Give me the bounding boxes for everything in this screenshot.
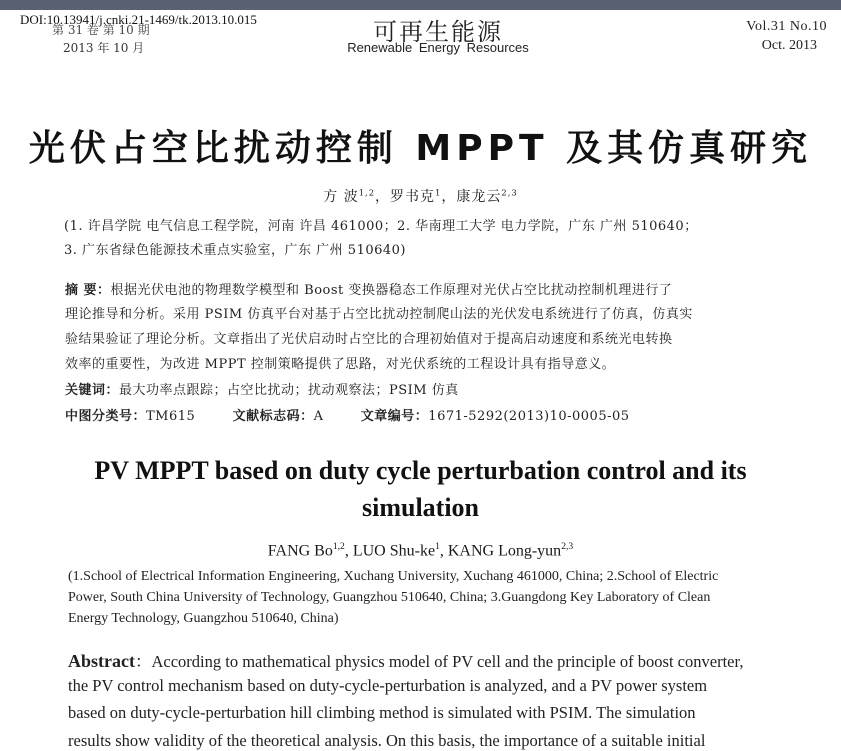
clc-value: TM615 (146, 409, 196, 424)
abstract-cn-line: 理论推导和分析。采用 PSIM 仿真平台对基于占空比扰动控制爬山法的光伏发电系统进行了仿真，仿真实 (65, 307, 693, 322)
authors-cn (0, 186, 841, 206)
author-name: FANG Bo (267, 542, 333, 560)
paper-title-en: PV MPPT based on duty cycle perturbation control and its simulation (94, 456, 747, 522)
affiliation-cn-line: 3. 广东省绿色能源技术重点实验室，广东 广州 510640) (64, 243, 406, 258)
abstract-en-label: Abstract (68, 651, 135, 671)
keywords-cn (65, 379, 815, 398)
abstract-cn-label: 摘 要： (65, 283, 111, 298)
date-en: Oct. 2013 (761, 38, 817, 53)
volume-en: Vol.31 No.10 (746, 19, 827, 34)
paper-title-cn: 光伏占空比扰动控制 MPPT 及其仿真研究 (28, 128, 813, 169)
author-affiliation-mark: 1,2 (332, 541, 345, 552)
abstract-cn-line: 效率的重要性，为改进 MPPT 控制策略提供了思路，对光伏系统的工程设计具有指导意义。 (65, 357, 616, 372)
author-name: 方 波 (323, 189, 359, 205)
classification-line (65, 405, 815, 424)
affiliation-cn-line: (1. 许昌学院 电气信息工程学院，河南 许昌 461000；2. 华南理工大学 电力学院，广东 广州 510640； (64, 219, 698, 234)
affiliation-en-line: Energy Technology, Guangzhou 510640, China) (68, 611, 339, 626)
author-affiliation-mark: 1,2 (358, 187, 376, 198)
author-affiliation-mark: 1 (435, 541, 440, 552)
abstract-en-line: based on duty-cycle-perturbation hill climbing method is simulated with PSIM. The simulation (68, 703, 696, 722)
affiliation-en-line: (1.School of Electrical Information Engineering, Xuchang University, Xuchang 461000, China; 2.School of Electric (68, 569, 719, 584)
doi-text: DOI:10.13941/j.cnki.21-1469/tk.2013.10.015 (20, 12, 257, 27)
affiliation-en-line: Power, South China University of Technology, Guangzhou 510640, China; 3.Guangdong Key Laboratory of Clean (68, 590, 711, 605)
author-name: ，康龙云 (441, 189, 502, 205)
author-affiliation-mark: 2,3 (561, 541, 574, 552)
clc-label: 中图分类号： (65, 409, 147, 424)
abstract-en-text: According to mathematical physics model of PV cell and the principle of boost converter, (151, 652, 744, 671)
keywords-text: 最大功率点跟踪；占空比扰动；扰动观察法；PSIM 仿真 (119, 383, 459, 398)
doc-code-label: 文献标志码： (232, 409, 314, 424)
journal-name-en: Renewable Energy Resources (347, 40, 529, 55)
author-name: , KANG Long-yun (439, 542, 562, 560)
abstract-en-line: results show validity of the theoretical analysis. On this basis, the importance of a suitable initial (68, 731, 706, 750)
abstract-en-colon: ： (134, 652, 152, 671)
doc-code-value: A (313, 409, 324, 424)
abstract-en-line: the PV control mechanism based on duty-cycle-perturbation is analyzed, and a PV power system (68, 676, 708, 695)
author-name: ，罗书克 (375, 189, 436, 205)
author-affiliation-mark: 2,3 (501, 187, 518, 198)
abstract-cn-text: 根据光伏电池的物理数学模型和 Boost 变换器稳态工作原理对光伏占空比扰动控制机理进行了 (110, 283, 673, 298)
volume-cn: 第 31 卷 第 10 期 (52, 23, 150, 37)
author-name: , LUO Shu-ke (344, 542, 436, 560)
date-cn: 2013 年 10 月 (63, 41, 145, 55)
abstract-en-line (68, 648, 813, 672)
journal-name-cn: 可再生能源 (373, 18, 503, 46)
article-id-value: 1671-5292(2013)10-0005-05 (428, 409, 630, 424)
author-affiliation-mark: 1 (435, 187, 442, 198)
article-id-label: 文章编号： (360, 409, 429, 424)
keywords-label: 关键词： (65, 383, 120, 398)
header-bar (0, 0, 841, 10)
abstract-cn-line: 验结果验证了理论分析。文章指出了光伏启动时占空比的合理初始值对于提高启动速度和系统光电转换 (65, 332, 673, 347)
abstract-cn-line (65, 279, 815, 298)
authors-en (0, 541, 841, 560)
